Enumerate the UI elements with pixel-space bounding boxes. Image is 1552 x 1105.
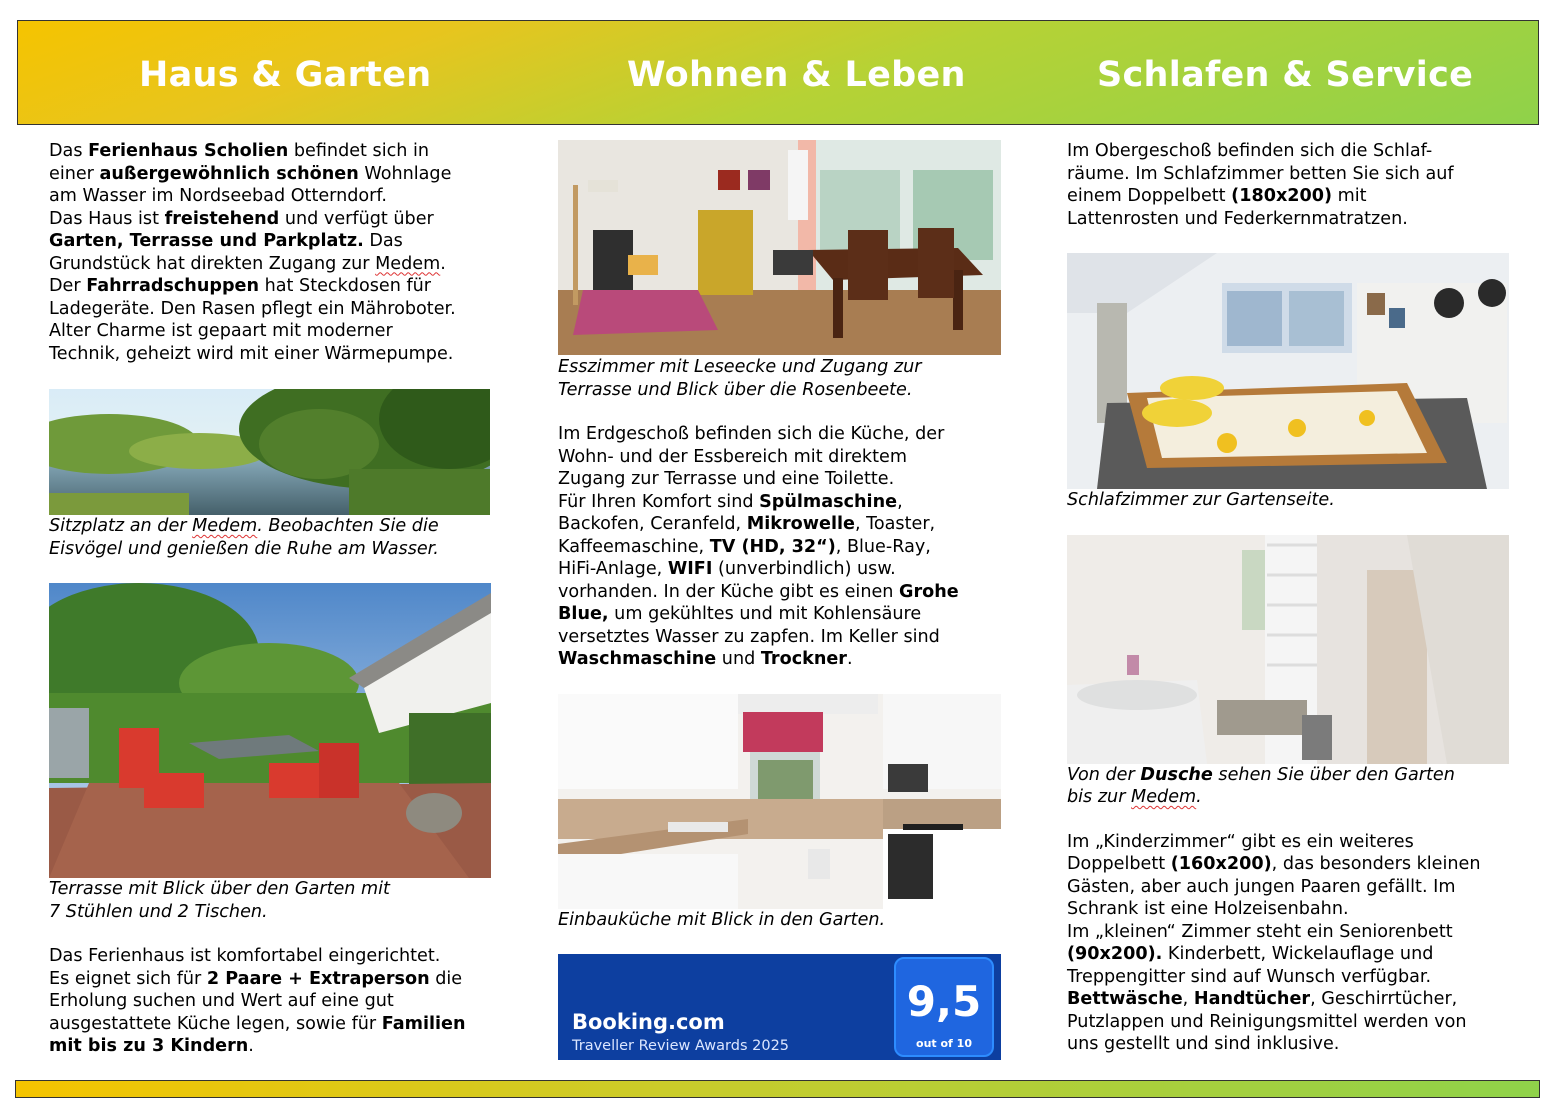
- column-schlafen-service: [1067, 140, 1527, 1056]
- text-run: Es eignet sich für: [49, 968, 207, 989]
- spellcheck-word: Medem: [1131, 787, 1197, 807]
- text-run: .: [846, 649, 853, 669]
- caption-kitchen: [558, 909, 1008, 932]
- text-run: Schlafzimmer zur Gartenseite.: [1067, 490, 1335, 510]
- bold-text: (160x200): [1170, 854, 1272, 874]
- caption-river-seat: [49, 515, 499, 560]
- text-run: Terrasse und Blick über die Rosenbeete.: [558, 379, 913, 400]
- text-run: Zugang zur Terrasse und eine Toilette.: [558, 469, 895, 489]
- text-run: und verfügt über: [279, 208, 434, 229]
- text-run: Für Ihren Komfort sind: [558, 491, 760, 512]
- column-haus-garten: [49, 140, 499, 1058]
- text-run: Der: [49, 276, 87, 296]
- text-run: .: [1196, 787, 1202, 807]
- text-run: und: [716, 649, 761, 669]
- photo-bedroom: [1067, 253, 1509, 489]
- intro-text: [49, 140, 499, 365]
- text-run: uns gestellt und sind inklusive.: [1067, 1034, 1340, 1054]
- text-run: Einbauküche mit Blick in den Garten.: [558, 909, 886, 930]
- text-run: Gästen, aber auch jungen Paaren gefällt. Im: [1067, 876, 1456, 897]
- bold-text: (90x200).: [1067, 944, 1163, 964]
- text-run: ,: [897, 491, 903, 512]
- text-run: um gekühltes und mit Kohlensäure: [608, 604, 922, 624]
- text-run: Im Erdgeschoß befinden sich die Küche, der: [558, 424, 945, 444]
- text-run: Putzlappen und Reinigungsmittel werden von: [1067, 1011, 1467, 1032]
- rooms-service-text: [1067, 831, 1527, 1056]
- text-run: Von der: [1067, 764, 1141, 785]
- bold-text: Waschmaschine: [558, 649, 717, 669]
- bold-text: Fahrradschuppen: [86, 276, 260, 296]
- bold-text: Spülmaschine: [759, 491, 898, 512]
- text-run: räume. Im Schlafzimmer betten Sie sich auf: [1067, 163, 1454, 184]
- text-run: Im „kleinen“ Zimmer steht ein Seniorenbett: [1067, 921, 1453, 942]
- caption-dining-room: [558, 356, 1008, 401]
- text-run: einem Doppelbett: [1067, 186, 1232, 206]
- section-title-haus-garten: Haus & Garten: [139, 55, 432, 95]
- bold-text: Ferienhaus Scholien: [88, 141, 289, 161]
- text-run: ,: [1182, 989, 1194, 1009]
- text-run: vorhanden. In der Küche gibt es einen: [558, 581, 900, 602]
- bold-text: außergewöhnlich schönen: [99, 163, 359, 184]
- text-run: Lattenrosten und Federkernmatratzen.: [1067, 208, 1408, 229]
- column-wohnen-leben: [558, 140, 1008, 1060]
- bold-text: Garten, Terrasse und Parkplatz.: [49, 231, 364, 251]
- text-run: , das besonders kleinen: [1271, 854, 1481, 874]
- text-run: Esszimmer mit Leseecke und Zugang zur: [558, 357, 922, 377]
- bold-text: Grohe: [899, 581, 959, 602]
- photo-dining-room: [558, 140, 1001, 355]
- text-run: Das Haus ist: [49, 208, 165, 229]
- text-run: die: [429, 968, 463, 989]
- text-run: Schrank ist eine Holzeisenbahn.: [1067, 899, 1349, 919]
- bold-text: Mikrowelle: [746, 514, 855, 534]
- bold-text: mit bis zu 3 Kindern: [49, 1036, 249, 1056]
- text-run: (unverbindlich) usw.: [712, 559, 896, 579]
- bold-text: Handtücher: [1193, 989, 1311, 1009]
- text-run: Doppelbett: [1067, 854, 1171, 874]
- text-run: Eisvögel und genießen die Ruhe am Wasser.: [49, 538, 439, 559]
- header-banner: [17, 20, 1539, 125]
- text-run: Im „Kinderzimmer“ gibt es ein weiteres: [1067, 831, 1414, 852]
- text-run: Terrasse mit Blick über den Garten mit: [49, 879, 390, 899]
- text-run: mit: [1332, 186, 1367, 206]
- text-run: Grundstück hat direkten Zugang zur: [49, 253, 376, 274]
- text-run: 7 Stühlen und 2 Tischen.: [49, 901, 268, 922]
- photo-bathroom: [1067, 535, 1509, 764]
- section-title-wohnen-leben: Wohnen & Leben: [627, 55, 966, 95]
- section-title-schlafen-service: Schlafen & Service: [1097, 55, 1474, 95]
- text-run: Wohn- und der Essbereich mit direktem: [558, 446, 907, 467]
- text-run: befindet sich in: [288, 141, 430, 161]
- bold-text: Bettwäsche: [1067, 989, 1183, 1009]
- booking-score-sub: out of 10: [916, 1037, 972, 1050]
- footer-bar: [15, 1080, 1540, 1098]
- text-run: am Wasser im Nordseebad Otterndorf.: [49, 186, 387, 206]
- text-run: versetztes Wasser zu zapfen. Im Keller sind: [558, 626, 940, 647]
- text-run: Das: [49, 141, 89, 161]
- caption-bedroom: [1067, 489, 1527, 512]
- text-run: . Beobachten Sie die: [257, 516, 439, 536]
- text-run: hat Steckdosen für: [259, 276, 432, 296]
- text-run: Technik, geheizt wird mit einer Wärmepumpe.: [49, 343, 454, 364]
- bold-text: Familien: [381, 1013, 466, 1034]
- photo-river-seat: [49, 389, 490, 515]
- booking-score-box: [894, 957, 994, 1057]
- upper-floor-text: [1067, 140, 1527, 230]
- text-run: Ladegeräte. Den Rasen pflegt ein Mähroboter.: [49, 298, 456, 319]
- bold-text: TV (HD, 32“): [709, 536, 836, 557]
- text-run: Kaffeemaschine,: [558, 536, 710, 557]
- bold-text: freistehend: [164, 208, 280, 229]
- text-run: , Geschirrtücher,: [1310, 989, 1458, 1009]
- text-run: einer: [49, 163, 100, 184]
- text-run: Alter Charme ist gepaart mit moderner: [49, 321, 393, 341]
- text-run: Treppengitter sind auf Wunsch verfügbar.: [1067, 966, 1432, 987]
- text-run: ausgestattete Küche legen, sowie für: [49, 1013, 382, 1034]
- bold-text: WIFI: [667, 559, 713, 579]
- text-run: , Blue-Ray,: [835, 536, 931, 557]
- text-run: sehen Sie über den Garten: [1212, 764, 1455, 785]
- outro-text: [49, 945, 499, 1058]
- text-run: Backofen, Ceranfeld,: [558, 514, 747, 534]
- text-run: bis zur: [1067, 787, 1132, 807]
- booking-award-badge: [558, 954, 1001, 1060]
- bold-text: Dusche: [1140, 764, 1213, 785]
- text-run: HiFi-Anlage,: [558, 559, 668, 579]
- text-run: .: [440, 253, 446, 274]
- text-run: Das: [363, 231, 403, 251]
- text-run: Im Obergeschoß befinden sich die Schlaf-: [1067, 141, 1433, 161]
- bold-text: Trockner: [760, 649, 847, 669]
- bold-text: Blue,: [558, 604, 609, 624]
- text-run: Das Ferienhaus ist komfortabel eingerichtet.: [49, 946, 441, 966]
- text-run: Erholung suchen und Wert auf eine gut: [49, 991, 394, 1011]
- bold-text: (180x200): [1231, 186, 1333, 206]
- bold-text: 2 Paare + Extraperson: [206, 968, 430, 989]
- text-run: Kinderbett, Wickelauflage und: [1162, 944, 1434, 964]
- caption-bathroom: [1067, 764, 1527, 809]
- ground-floor-text: [558, 423, 1008, 671]
- spellcheck-word: Medem: [192, 516, 258, 536]
- photo-terrace: [49, 583, 491, 878]
- booking-brand: Booking.com: [572, 1010, 725, 1034]
- text-run: Sitzplatz an der: [49, 516, 193, 536]
- text-run: .: [248, 1036, 254, 1056]
- text-run: Wohnlage: [358, 163, 452, 184]
- text-run: , Toaster,: [854, 514, 936, 534]
- booking-score: 9,5: [906, 977, 982, 1026]
- spellcheck-word: Medem: [375, 253, 441, 274]
- photo-kitchen: [558, 694, 1001, 909]
- caption-terrace: [49, 878, 499, 923]
- booking-award-text: Traveller Review Awards 2025: [572, 1038, 790, 1054]
